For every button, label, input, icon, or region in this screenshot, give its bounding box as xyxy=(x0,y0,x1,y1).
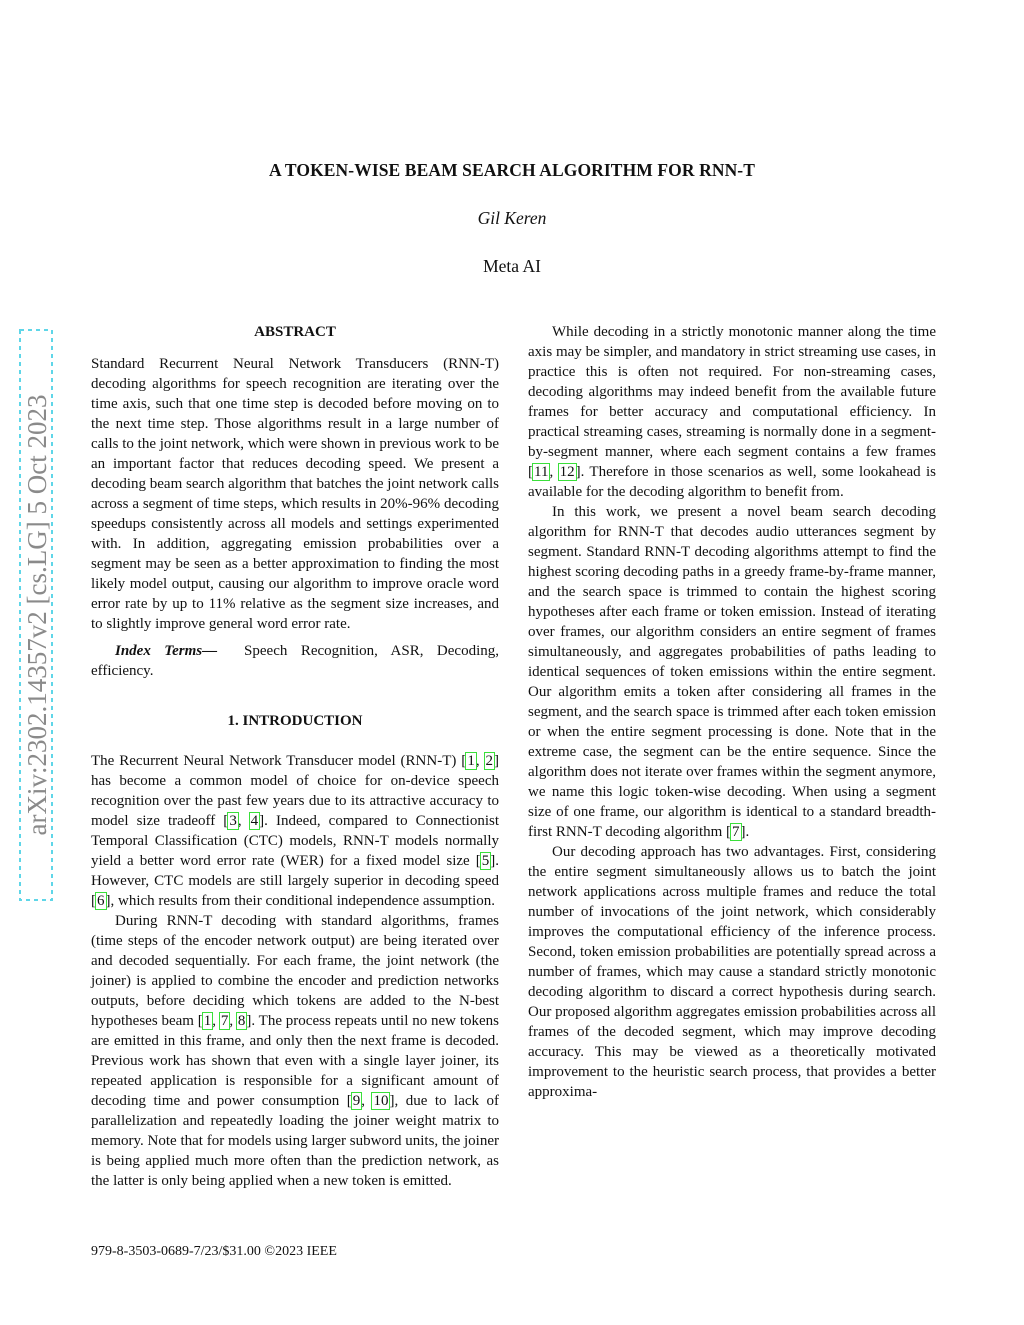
arxiv-stamp-text: arXiv:2302.14357v2 [cs.LG] 5 Oct 2023 xyxy=(22,394,52,836)
arxiv-identifier-stamp xyxy=(10,328,62,902)
intro-paragraph-3: While decoding in a strictly monotonic manner along the time axis may be simpler, and mandatory in strict streaming use cases, in practice this is often not required. For non-streaming cases, decoding algorithms may indeed benefit from the available future frames for better accuracy and computational efficiency. In practical streaming cases, streaming is normally done in a segment-by-segment manner, where each segment contains a few frames [11, 12]. Therefore in those scenarios as well, some lookahead is available for the decoding algorithm to benefit from. xyxy=(528,324,936,500)
citation-link[interactable]: 9 xyxy=(352,1093,361,1109)
citation-link[interactable]: 4 xyxy=(250,813,259,829)
citation-link[interactable]: 3 xyxy=(229,813,237,829)
index-terms-label: Index Terms— xyxy=(115,643,218,659)
citation-link[interactable]: 12 xyxy=(559,464,575,480)
citation-link[interactable]: 2 xyxy=(485,753,494,769)
introduction-heading: 1. INTRODUCTION xyxy=(227,713,363,729)
intro-paragraph-4: In this work, we present a novel beam search decoding algorithm for RNN-T that decodes audio utterances segment by segment. Standard RNN-T decoding algorithms attempt to find the highest scoring decoding paths in a greedy frame-by-frame manner, and the search space is trimmed to contain the highest scoring hypotheses after each frame or token emission. Instead of iterating over frames, our algorithm considers an entire segment of frames simultaneously, and aggregates probabilities of paths leading to identical sequences of token emissions within the entire segment. Our algorithm emits a token after considering all frames in the segment, and the search space is trimmed after each token emission or when the entire segment processing is done. Note that in the extreme case, the segment can be the entire sequence. Since the algorithm does not iterate over frames within the segment anymore, we name this logic token-wise decoding. When using a segment size of one frame, our algorithm is identical to a standard breadth-first RNN-T decoding algorithm [7]. xyxy=(528,504,936,840)
intro-paragraph-5: Our decoding approach has two advantages. First, considering the entire segment simultaneously allows us to batch the joint network applications across multiple frames and reduce the total number of invocations of the joint network, which considerably improves the computational efficiency of the inference process. Second, token emission probabilities are potentially spread across a number of frames, which may cause a standard strictly monotonic decoding algorithm to discard a correct hypothesis during search. Our proposed algorithm aggregates emission probabilities across all frames of the decoded segment, which may improve decoding accuracy. This may be viewed as a theoretically motivated improvement to the heuristic search process, that provides a better approxima- xyxy=(528,844,936,1100)
right-column xyxy=(528,322,936,1102)
citation-link[interactable]: 10 xyxy=(373,1093,389,1109)
citation-link[interactable]: 7 xyxy=(220,1013,229,1029)
abstract-heading: ABSTRACT xyxy=(254,324,336,340)
abstract-text: Standard Recurrent Neural Network Transducers (RNN-T) decoding algorithms for speech recognition are iterating over the time axis, such that one time step is decoded before moving on to the next time step. Those algorithms result in a large number of calls to the joint network, which were shown in previous work to be an important factor that reduces decoding speed. We present a decoding beam search algorithm that batches the joint network calls across a segment of time steps, which results in 20%-96% decoding speedups consistently across all models and settings experimented with. In addition, aggregating emission probabilities over a segment may be seen as a better approximation to finding the most likely model output, causing our algorithm to improve oracle word error rate by up to 11% relative as the segment size increases, and to slightly improve general word error rate. xyxy=(91,356,499,632)
citation-link[interactable]: 8 xyxy=(237,1013,246,1029)
index-terms xyxy=(91,641,499,681)
citation-link[interactable]: 1 xyxy=(467,753,475,769)
author-affiliation: Meta AI xyxy=(483,256,541,276)
intro-paragraph-2: During RNN-T decoding with standard algorithms, frames (time steps of the encoder network output) are being iterated over and decoded sequentially. For each frame, the joint network (the joiner) is applied to combine the encoder and prediction networks outputs, before deciding which tokens are added to the N-best hypotheses beam [1, 7, 8]. The process repeats until no new tokens are emitted in this frame, and only then the next frame is decoded. Previous work has shown that even with a single layer joiner, its repeated application is responsible for a significant amount of decoding time and power consumption [9, 10], due to lack of parallelization and repeatedly loading the joiner weight matrix to memory. Note that for models using larger subword units, the joiner is being applied much more often than the prediction network, as the latter is only being applied when a new token is emitted. xyxy=(91,913,499,1189)
copyright-footer: 979-8-3503-0689-7/23/$31.00 ©2023 IEEE xyxy=(91,1244,337,1259)
paper-title: A TOKEN-WISE BEAM SEARCH ALGORITHM FOR RNN-T xyxy=(268,160,756,180)
citation-link[interactable]: 11 xyxy=(534,464,549,480)
citation-link[interactable]: 1 xyxy=(203,1013,212,1029)
intro-paragraph-1: The Recurrent Neural Network Transducer model (RNN-T) [1, 2] has become a common model of choice for on-device speech recognition over the past few years due to its attractive accuracy to model size tradeoff [3, 4]. Indeed, compared to Connectionist Temporal Classification (CTC) models, RNN-T models normally yield a better word error rate (WER) for a fixed model size [5]. However, CTC models are still largely superior in decoding speed [6], which results from their conditional independence assumption. xyxy=(91,753,500,909)
left-column xyxy=(91,322,499,1191)
index-terms-text: Speech Recognition, ASR, Decoding, efficiency. xyxy=(91,643,499,679)
citation-link[interactable]: 7 xyxy=(732,824,740,840)
author-name: Gil Keren xyxy=(477,208,547,228)
citation-link[interactable]: 6 xyxy=(97,893,105,909)
citation-link[interactable]: 5 xyxy=(481,853,490,869)
